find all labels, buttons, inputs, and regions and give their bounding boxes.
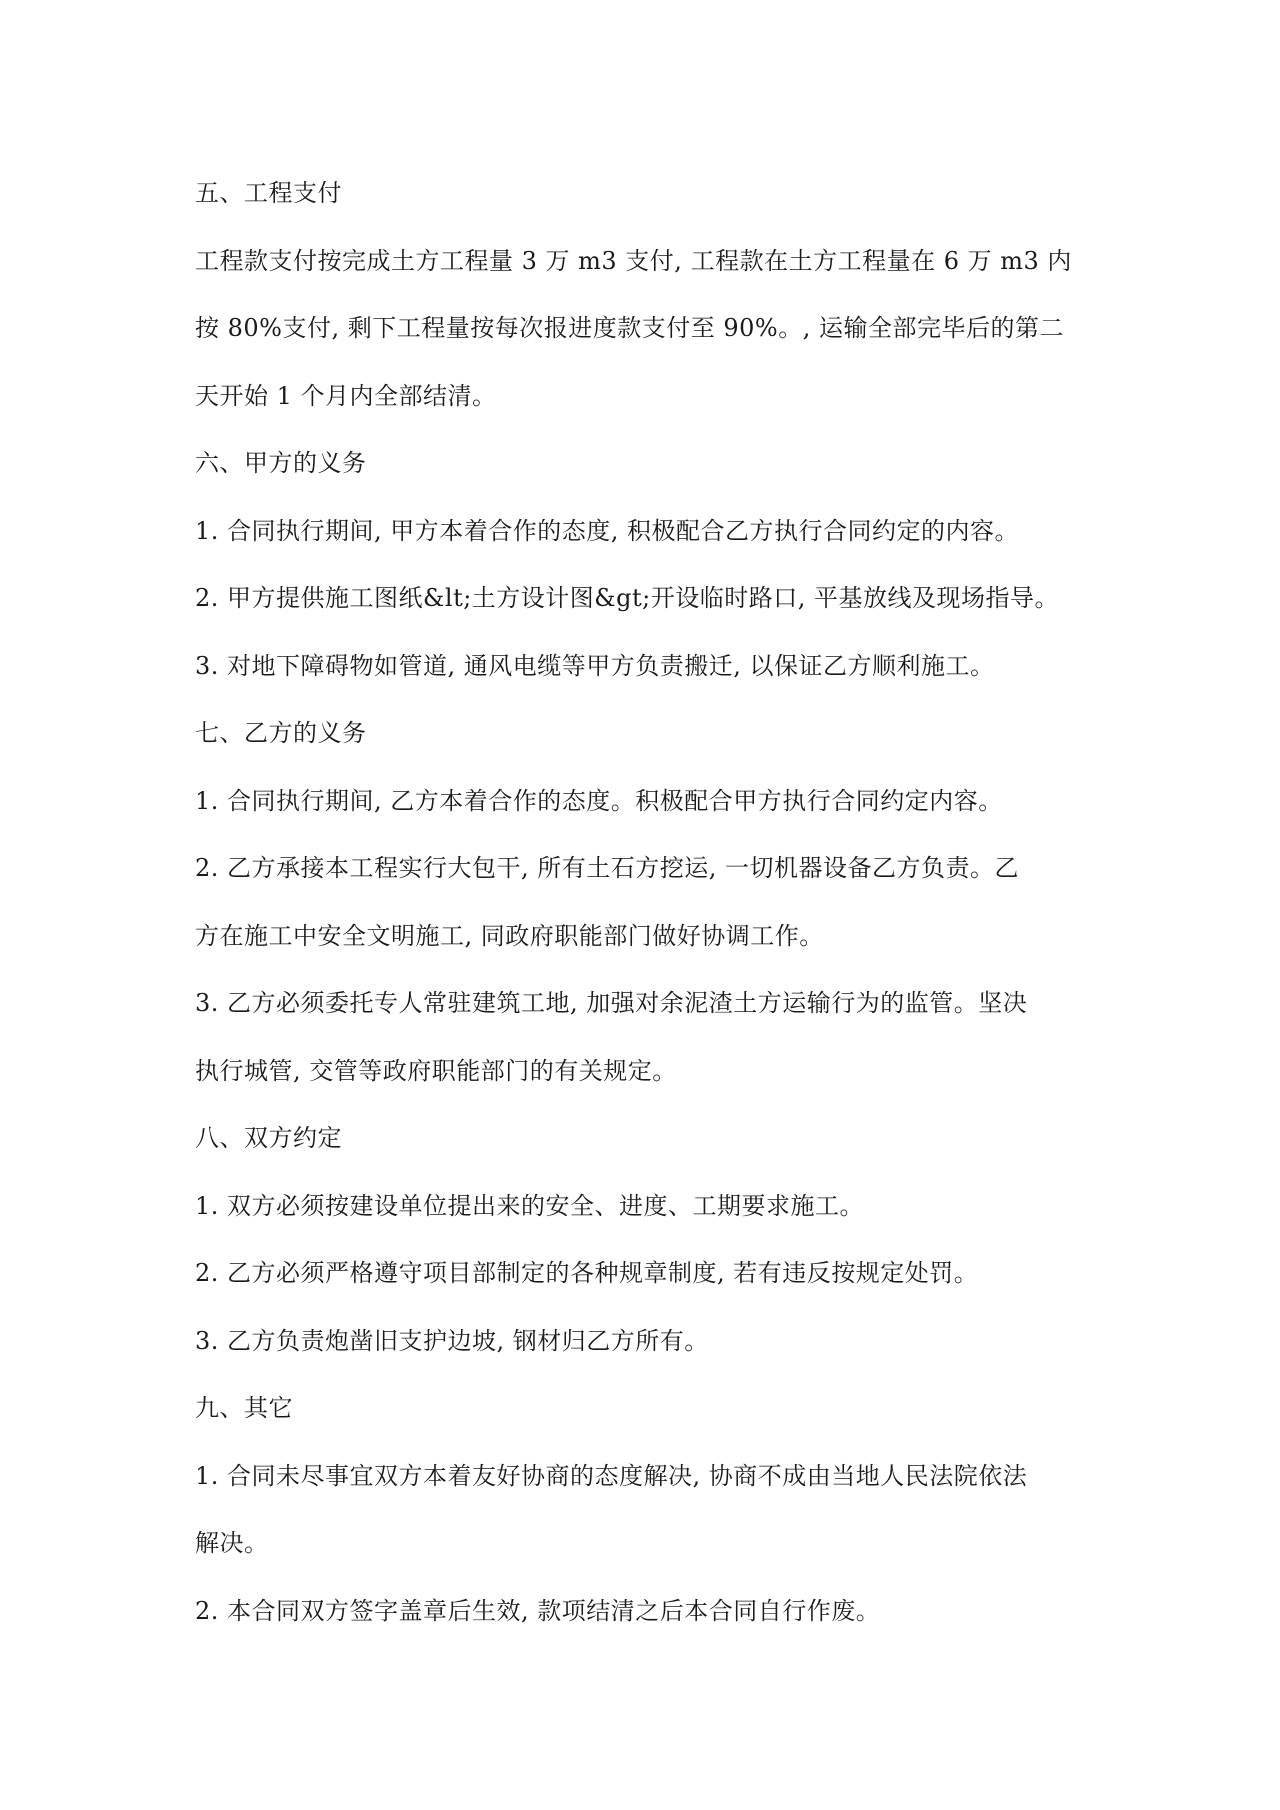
clause-line: 3. 乙方必须委托专人常驻建筑工地, 加强对余泥渣土方运输行为的监管。坚决 <box>195 989 1028 1017</box>
clause-line: 2. 乙方承接本工程实行大包干, 所有土石方挖运, 一切机器设备乙方负责。乙 <box>195 854 1020 882</box>
paragraph-line: 工程款支付按完成土方工程量 3 万 m3 支付, 工程款在土方工程量在 6 万 m3 内 <box>195 246 1072 275</box>
section-heading: 九、其它 <box>195 1394 293 1422</box>
section-heading: 七、乙方的义务 <box>195 719 367 747</box>
clause-line: 解决。 <box>195 1529 269 1557</box>
clause-line: 2. 甲方提供施工图纸&lt;土方设计图&gt;开设临时路口, 平基放线及现场指导。 <box>195 584 1060 612</box>
paragraph-line: 按 80%支付, 剩下工程量按每次报进度款支付至 90%。, 运输全部完毕后的第二 <box>195 314 1064 342</box>
clause-line: 3. 乙方负责炮凿旧支护边坡, 钢材归乙方所有。 <box>195 1326 709 1355</box>
clause-line: 1. 合同未尽事宜双方本着友好协商的态度解决, 协商不成由当地人民法院依法 <box>195 1461 1028 1490</box>
clause-line: 1. 双方必须按建设单位提出来的安全、进度、工期要求施工。 <box>195 1191 865 1220</box>
section-heading: 五、工程支付 <box>195 179 342 207</box>
section-party-a-obligations <box>195 430 1095 700</box>
paragraph-line: 天开始 1 个月内全部结清。 <box>195 381 497 410</box>
clause-line: 方在施工中安全文明施工, 同政府职能部门做好协调工作。 <box>195 921 824 950</box>
clause-line: 2. 本合同双方签字盖章后生效, 款项结清之后本合同自行作废。 <box>195 1596 881 1625</box>
document-body <box>195 160 1095 1645</box>
clause-line: 2. 乙方必须严格遵守项目部制定的各种规章制度, 若有违反按规定处罚。 <box>195 1259 979 1287</box>
section-mutual-agreement <box>195 1105 1095 1375</box>
section-engineering-payment <box>195 160 1095 430</box>
clause-line: 执行城管, 交管等政府职能部门的有关规定。 <box>195 1056 677 1085</box>
clause-line: 1. 合同执行期间, 乙方本着合作的态度。积极配合甲方执行合同约定内容。 <box>195 786 1003 815</box>
section-heading: 八、双方约定 <box>195 1124 342 1152</box>
clause-line: 3. 对地下障碍物如管道, 通风电缆等甲方负责搬迁, 以保证乙方顺利施工。 <box>195 651 995 680</box>
section-party-b-obligations <box>195 700 1095 1105</box>
clause-line: 1. 合同执行期间, 甲方本着合作的态度, 积极配合乙方执行合同约定的内容。 <box>195 516 1020 545</box>
section-other <box>195 1375 1095 1645</box>
section-heading: 六、甲方的义务 <box>195 449 367 477</box>
